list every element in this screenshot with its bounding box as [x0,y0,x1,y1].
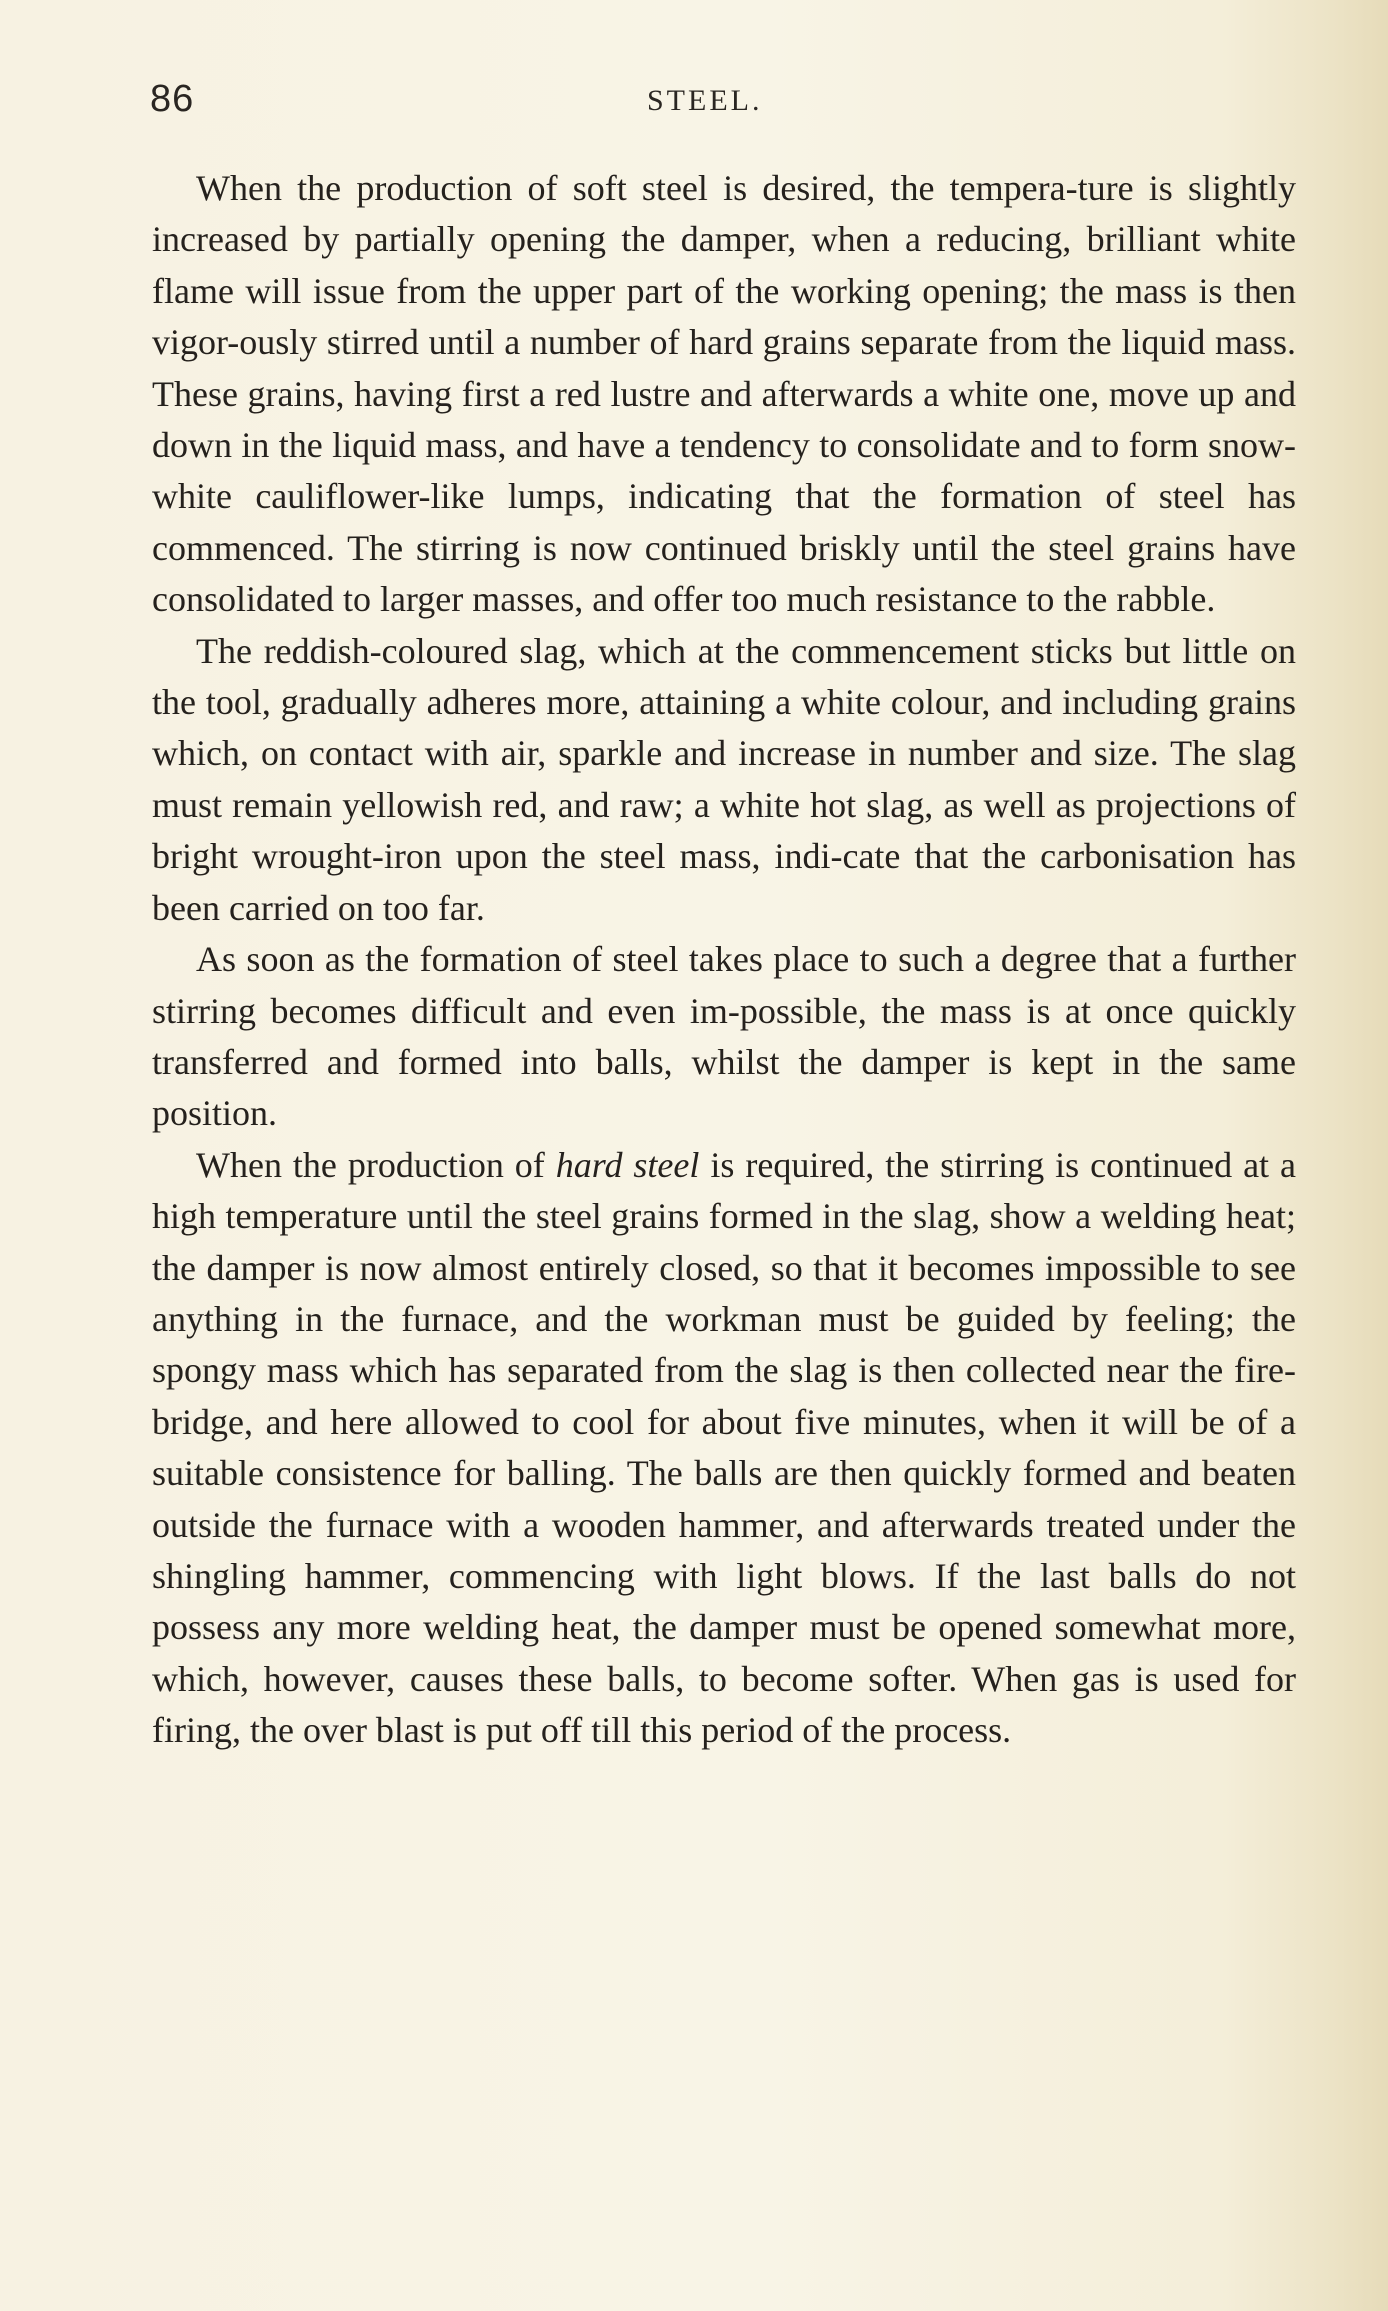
paragraph-3: As soon as the formation of steel takes place to such a degree that a further stirring becomes difficult and even im-possible, the mass is at once quickly transferred and formed into balls, whilst the damper is kept in the same position. [152,939,1296,1134]
emphasis-hard-steel: hard steel [555,1144,700,1185]
body-text [152,163,1296,1757]
paragraph-2: The reddish-coloured slag, which at the commencement sticks but little on the tool, gradually adheres more, attaining a white colour, and including grains which, on contact with air, sparkle and increase in number and size. The slag must remain yellowish red, and raw; a white hot slag, as well as projections of bright wrought-iron upon the steel mass, indi-cate that the carbonisation has been carried on too far. [152,630,1296,928]
paragraph-4-lead: When the production of [196,1144,556,1185]
paragraph-4-rest: is required, the stirring is continued at a high temperature until the steel grains formed in the slag, show a welding heat; the damper is now almost entirely closed, so that it becomes impossible to see anything in the furnace, and the workman must be guided by feeling; the spongy mass which has separated from the slag is then collected near the fire-bridge, and here allowed to cool for about five minutes, when it will be of a suitable consistence for balling. The balls are then quickly formed and beaten outside the furnace with a wooden hammer, and afterwards treated under the shingling hammer, commencing with light blows. If the last balls do not possess any more welding heat, the damper must be opened somewhat more, which, however, causes these balls, to become softer. When gas is used for firing, the over blast is put off till this period of the process. [152,1144,1296,1751]
paragraph-4 [152,1140,1296,1757]
page-number: 86 [150,78,195,120]
paragraph-1: When the production of soft steel is desired, the tempera-ture is slightly increased by partially opening the damper, when a reducing, brilliant white flame will issue from the upper part of the working opening; the mass is then vigor-ously stirred until a number of hard grains separate from the liquid mass. These grains, having first a red lustre and afterwards a white one, move up and down in the liquid mass, and have a tendency to consolidate and to form snow-white cauliflower-like lumps, indicating that the formation of steel has commenced. The stirring is now continued briskly until the steel grains have consolidated to larger masses, and offer too much resistance to the rabble. [152,168,1296,620]
running-head: STEEL. [647,84,763,117]
page-header [150,78,1296,138]
